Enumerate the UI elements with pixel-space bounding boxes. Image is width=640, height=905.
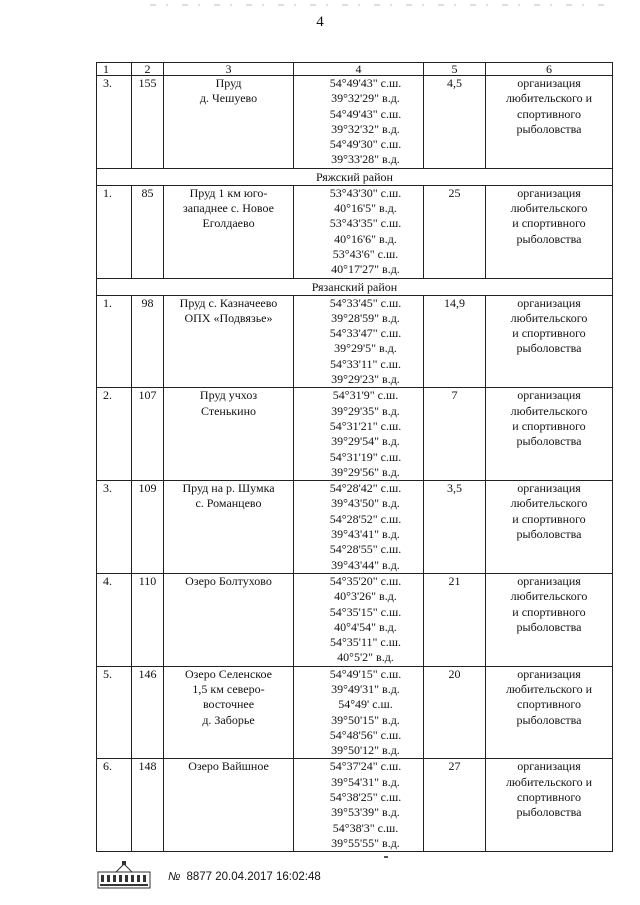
- coordinate-line: 39°28'59" в.д.: [331, 310, 400, 325]
- site-purpose: организация любительского и спортивного рыболовства: [486, 573, 613, 666]
- site-area: 21: [424, 573, 486, 666]
- coordinate-line: 39°32'32" в.д.: [331, 121, 400, 136]
- site-coordinates: [294, 573, 424, 666]
- site-id: 148: [132, 759, 164, 852]
- coordinate-line: 39°49'31" в.д.: [331, 681, 400, 696]
- row-number: 6.: [97, 759, 132, 852]
- table-row: [97, 76, 613, 169]
- coordinate-line: 54°38'25" с.ш.: [329, 790, 402, 805]
- coordinate-line: 39°29'54" в.д.: [331, 434, 400, 449]
- site-id: 110: [132, 573, 164, 666]
- site-name: Пруд с. Казначеево ОПХ «Подвязье»: [164, 295, 294, 388]
- column-header: 6: [486, 63, 613, 76]
- coordinate-line: 54°33'47" с.ш.: [329, 326, 402, 341]
- table-header-row: [97, 63, 613, 76]
- site-area: 25: [424, 185, 486, 278]
- coordinate-line: 39°29'56" в.д.: [331, 464, 400, 479]
- coordinate-line: 54°48'56" с.ш.: [329, 727, 402, 742]
- row-number: 4.: [97, 573, 132, 666]
- site-name: Пруд 1 км юго- западнее с. Новое Еголдаево: [164, 185, 294, 278]
- coordinate-line: 39°43'50" в.д.: [331, 496, 400, 511]
- coordinate-line: 54°28'55" с.ш.: [329, 542, 402, 557]
- row-number: 3.: [97, 481, 132, 574]
- registration-number-datetime: 8877 20.04.2017 16:02:48: [186, 871, 321, 883]
- coordinate-line: 54°49'15" с.ш.: [329, 666, 402, 681]
- column-header: 3: [164, 63, 294, 76]
- site-coordinates: [294, 481, 424, 574]
- site-coordinates: [294, 185, 424, 278]
- coordinate-line: 54°38'3" с.ш.: [332, 820, 399, 835]
- site-id: 109: [132, 481, 164, 574]
- section-title: Рязанский район: [97, 278, 613, 295]
- coordinate-line: 53°43'6" с.ш.: [332, 246, 399, 261]
- coordinate-line: 54°33'11" с.ш.: [330, 356, 401, 371]
- footer-registration: [96, 860, 616, 894]
- coordinate-line: 54°35'11" с.ш.: [330, 635, 401, 650]
- scan-mark: [384, 856, 388, 858]
- site-purpose: организация любительского и спортивного рыболовства: [486, 481, 613, 574]
- site-coordinates: [294, 666, 424, 759]
- coordinate-line: 39°29'35" в.д.: [331, 403, 400, 418]
- coordinate-line: 53°43'35" с.ш.: [329, 216, 402, 231]
- registration-stamp: [168, 871, 321, 883]
- site-coordinates: [294, 76, 424, 169]
- site-area: 3,5: [424, 481, 486, 574]
- section-ryazhsky-district: [97, 168, 613, 185]
- table-row: [97, 295, 613, 388]
- site-purpose: организация любительского и спортивного рыболовства: [486, 666, 613, 759]
- site-purpose: организация любительского и спортивного рыболовства: [486, 295, 613, 388]
- row-number: 5.: [97, 666, 132, 759]
- coordinate-line: 39°55'55" в.д.: [331, 835, 400, 850]
- coordinate-line: 39°43'44" в.д.: [331, 557, 400, 572]
- coordinate-line: 54°49' с.ш.: [338, 697, 393, 712]
- table-row: [97, 388, 613, 481]
- row-number: 2.: [97, 388, 132, 481]
- coordinate-line: 54°31'19" с.ш.: [329, 449, 402, 464]
- site-area: 4,5: [424, 76, 486, 169]
- scan-artifact-line: [150, 4, 610, 6]
- coordinate-line: 54°49'43" с.ш.: [329, 106, 402, 121]
- site-area: 27: [424, 759, 486, 852]
- site-coordinates: [294, 388, 424, 481]
- row-number: 1.: [97, 295, 132, 388]
- coordinate-line: 40°16'5" в.д.: [334, 201, 397, 216]
- coordinate-line: 53°43'30" с.ш.: [329, 185, 402, 200]
- site-area: 7: [424, 388, 486, 481]
- table-row: [97, 573, 613, 666]
- coordinate-line: 39°53'39" в.д.: [331, 805, 400, 820]
- column-header: 4: [294, 63, 424, 76]
- site-id: 107: [132, 388, 164, 481]
- coordinate-line: 40°4'54" в.д.: [334, 619, 397, 634]
- site-area: 20: [424, 666, 486, 759]
- coordinate-line: 54°49'30" с.ш.: [329, 137, 402, 152]
- site-id: 146: [132, 666, 164, 759]
- site-purpose: организация любительского и спортивного рыболовства: [486, 388, 613, 481]
- coordinate-line: 54°31'9" с.ш.: [332, 388, 399, 403]
- site-id: 155: [132, 76, 164, 169]
- coordinate-line: 54°37'24" с.ш.: [329, 759, 402, 774]
- coordinate-line: 54°33'45" с.ш.: [329, 295, 402, 310]
- site-name: Озеро Болтухово: [164, 573, 294, 666]
- site-name: Пруд на р. Шумка с. Романцево: [164, 481, 294, 574]
- coordinate-line: 40°16'6" в.д.: [334, 231, 397, 246]
- coordinate-line: 54°49'43" с.ш.: [329, 76, 402, 90]
- coordinate-line: 40°17'27" в.д.: [331, 262, 400, 277]
- site-name: Пруд д. Чешуево: [164, 76, 294, 169]
- site-id: 98: [132, 295, 164, 388]
- row-number: 3.: [97, 76, 132, 169]
- coordinate-line: 39°29'23" в.д.: [331, 372, 400, 387]
- row-number: 1.: [97, 185, 132, 278]
- site-purpose: организация любительского и спортивного рыболовства: [486, 76, 613, 169]
- coordinate-line: 39°43'41" в.д.: [331, 527, 400, 542]
- site-purpose: организация любительского и спортивного рыболовства: [486, 185, 613, 278]
- site-id: 85: [132, 185, 164, 278]
- table-row: [97, 185, 613, 278]
- table-row: [97, 666, 613, 759]
- table-row: [97, 759, 613, 852]
- section-title: Ряжский район: [97, 168, 613, 185]
- column-header: 2: [132, 63, 164, 76]
- table-row: [97, 481, 613, 574]
- site-name: Озеро Вайшное: [164, 759, 294, 852]
- fishing-sites-table: [96, 62, 613, 852]
- site-purpose: организация любительского и спортивного рыболовства: [486, 759, 613, 852]
- coordinate-line: 39°50'12" в.д.: [331, 743, 400, 758]
- coordinate-line: 40°5'2" в.д.: [337, 650, 394, 665]
- column-header: 1: [97, 63, 132, 76]
- coordinate-line: 39°33'28" в.д.: [331, 152, 400, 167]
- coordinate-line: 39°32'29" в.д.: [331, 91, 400, 106]
- coordinate-line: 54°28'42" с.ш.: [329, 481, 402, 496]
- building-seal-icon: [96, 860, 152, 890]
- coordinate-line: 54°35'15" с.ш.: [329, 604, 402, 619]
- section-ryazansky-district: [97, 278, 613, 295]
- coordinate-line: 54°28'52" с.ш.: [329, 511, 402, 526]
- coordinate-line: 39°50'15" в.д.: [331, 712, 400, 727]
- page-number: 4: [316, 14, 324, 30]
- site-name: Озеро Селенское 1,5 км северо- восточнее д. Заборье: [164, 666, 294, 759]
- coordinate-line: 40°3'26" в.д.: [334, 589, 397, 604]
- site-name: Пруд учхоз Стенькино: [164, 388, 294, 481]
- number-sign: №: [168, 871, 181, 883]
- coordinate-line: 54°31'21" с.ш.: [329, 418, 402, 433]
- column-header: 5: [424, 63, 486, 76]
- site-coordinates: [294, 295, 424, 388]
- coordinate-line: 39°29'5" в.д.: [334, 341, 397, 356]
- coordinate-line: 54°35'20" с.ш.: [329, 573, 402, 588]
- site-area: 14,9: [424, 295, 486, 388]
- coordinate-line: 39°54'31" в.д.: [331, 774, 400, 789]
- site-coordinates: [294, 759, 424, 852]
